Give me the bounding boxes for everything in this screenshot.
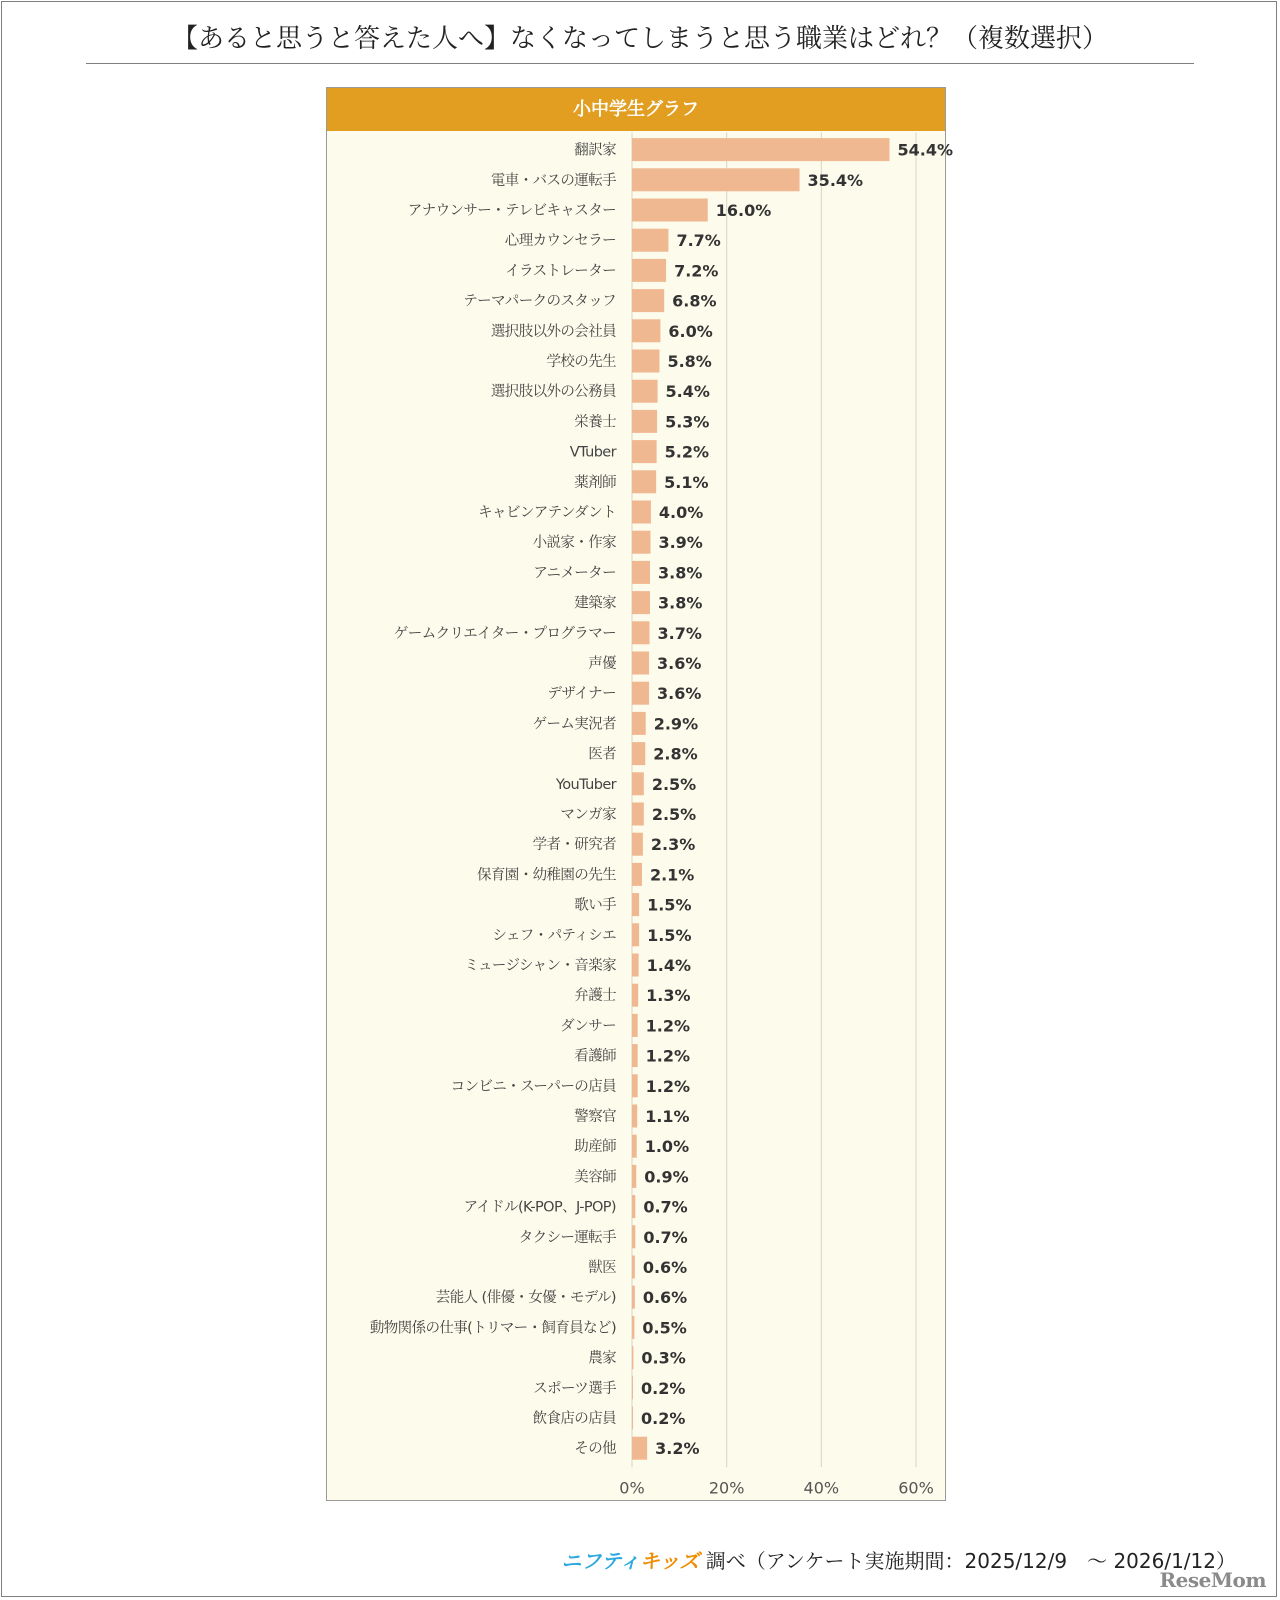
value-label: 0.2% bbox=[641, 1378, 686, 1398]
value-label: 0.6% bbox=[642, 1258, 688, 1277]
value-label: 3.2% bbox=[655, 1439, 700, 1459]
value-label: 2.5% bbox=[651, 805, 697, 824]
x-tick-label: 20% bbox=[708, 1478, 745, 1498]
value-label: 2.3% bbox=[650, 835, 696, 855]
category-label: 農家 bbox=[588, 1350, 616, 1367]
value-label: 2.8% bbox=[653, 744, 698, 764]
bar bbox=[632, 712, 646, 735]
value-label: 1.5% bbox=[647, 895, 692, 915]
category-label: キャビンアテンダント bbox=[478, 505, 616, 521]
value-label: 4.0% bbox=[658, 503, 704, 522]
category-labels bbox=[370, 142, 617, 1458]
watermark-logo: ReseMom bbox=[1159, 1568, 1266, 1592]
value-label: 6.0% bbox=[668, 321, 713, 341]
category-label: 電車・バスの運転手 bbox=[490, 172, 616, 189]
bar bbox=[632, 1014, 638, 1037]
category-label: 歌い手 bbox=[574, 897, 616, 914]
value-label: 5.2% bbox=[664, 442, 709, 462]
category-label: 獣医 bbox=[588, 1260, 616, 1276]
category-label: 選択肢以外の公務員 bbox=[490, 384, 616, 401]
bar bbox=[632, 652, 649, 675]
category-label: 弁護士 bbox=[574, 988, 616, 1005]
category-label: 保育園・幼稚園の先生 bbox=[477, 867, 616, 884]
value-labels bbox=[641, 141, 953, 1459]
bar bbox=[632, 501, 651, 524]
category-label: 看護師 bbox=[574, 1048, 616, 1065]
bar bbox=[632, 1135, 637, 1158]
category-label: ダンサー bbox=[560, 1018, 616, 1035]
category-label: 学者・研究者 bbox=[532, 837, 616, 854]
value-label: 54.4% bbox=[897, 140, 954, 160]
category-label: コンビニ・スーパーの店員 bbox=[450, 1078, 616, 1095]
category-label: VTuber bbox=[569, 444, 616, 461]
category-label: 声優 bbox=[588, 656, 616, 672]
value-label: 3.9% bbox=[658, 533, 703, 553]
x-tick-label: 40% bbox=[803, 1478, 840, 1498]
category-label: 心理カウンセラー bbox=[504, 233, 616, 250]
category-label: スポーツ選手 bbox=[533, 1380, 616, 1397]
bar bbox=[632, 1165, 636, 1188]
bar bbox=[632, 410, 657, 433]
survey-period: 調べ（アンケート実施期間：2025/12/9 ～ 2026/1/12） bbox=[705, 1549, 1236, 1573]
brand-kids: キッズ bbox=[639, 1549, 700, 1573]
bar bbox=[632, 289, 664, 312]
category-label: 医者 bbox=[588, 746, 616, 763]
value-label: 3.6% bbox=[657, 684, 702, 704]
value-label: 2.9% bbox=[653, 714, 699, 734]
value-label: 3.7% bbox=[657, 623, 702, 643]
value-label: 3.8% bbox=[657, 563, 703, 583]
category-label: イラストレーター bbox=[505, 263, 616, 280]
bar bbox=[632, 621, 650, 644]
value-label: 1.2% bbox=[645, 1076, 691, 1096]
bar bbox=[632, 470, 656, 493]
category-label: 薬剤師 bbox=[574, 474, 616, 491]
title-divider bbox=[86, 63, 1194, 64]
source-note bbox=[561, 1545, 1236, 1574]
value-label: 3.6% bbox=[657, 654, 702, 673]
bar bbox=[632, 954, 639, 977]
value-label: 1.0% bbox=[644, 1137, 690, 1157]
category-label: シェフ・パティシエ bbox=[492, 927, 616, 944]
category-label: 選択肢以外の会社員 bbox=[490, 323, 616, 340]
bar bbox=[632, 561, 650, 584]
category-label: YouTuber bbox=[555, 776, 616, 793]
category-label: アニメーター bbox=[533, 565, 616, 582]
x-tick-label: 0% bbox=[619, 1478, 645, 1498]
value-label: 5.4% bbox=[665, 382, 710, 402]
bar bbox=[632, 1256, 635, 1279]
bar bbox=[632, 1437, 647, 1460]
value-label: 1.1% bbox=[645, 1107, 690, 1126]
category-label: 学校の先生 bbox=[546, 354, 616, 370]
value-label: 35.4% bbox=[807, 170, 864, 190]
bar bbox=[632, 138, 889, 161]
category-label: マンガ家 bbox=[560, 807, 616, 823]
bar bbox=[632, 1105, 637, 1128]
x-tick-label: 60% bbox=[898, 1478, 934, 1498]
bar bbox=[632, 199, 708, 222]
value-label: 2.5% bbox=[651, 774, 697, 794]
page-title: 【あると思うと答えた人へ】なくなってしまうと思う職業はどれ？（複数選択） bbox=[171, 24, 1108, 54]
bar bbox=[632, 1407, 633, 1430]
bar bbox=[632, 923, 639, 946]
category-label: その他 bbox=[574, 1441, 616, 1458]
value-label: 2.1% bbox=[649, 865, 695, 885]
category-label: ゲームクリエイター・プログラマー bbox=[393, 625, 616, 642]
value-label: 0.7% bbox=[643, 1197, 688, 1217]
category-label: 建築家 bbox=[574, 595, 616, 612]
bar bbox=[632, 772, 644, 795]
bar bbox=[632, 682, 649, 705]
brand-nifty: ニフティ bbox=[561, 1549, 640, 1573]
value-label: 1.5% bbox=[647, 925, 692, 945]
bar bbox=[632, 742, 645, 765]
bar bbox=[632, 863, 642, 886]
category-label: 美容師 bbox=[574, 1169, 616, 1186]
bar bbox=[632, 440, 657, 463]
x-axis-ticks bbox=[619, 1478, 933, 1497]
value-label: 5.3% bbox=[665, 412, 710, 432]
category-label: 翻訳家 bbox=[574, 142, 616, 159]
category-label: 栄養士 bbox=[574, 414, 616, 431]
category-label: 飲食店の店員 bbox=[532, 1411, 616, 1427]
bar-chart bbox=[326, 87, 954, 1501]
bar bbox=[632, 984, 638, 1007]
category-label: 動物関係の仕事(トリマー・飼育員など) bbox=[369, 1320, 616, 1337]
bar bbox=[632, 803, 644, 826]
bar bbox=[632, 229, 668, 252]
bar bbox=[632, 319, 660, 342]
category-label: ミュージシャン・音楽家 bbox=[464, 958, 616, 974]
bar bbox=[632, 1316, 634, 1339]
value-label: 0.3% bbox=[641, 1348, 686, 1368]
value-label: 1.2% bbox=[645, 1016, 691, 1036]
value-label: 16.0% bbox=[715, 201, 772, 220]
value-label: 5.1% bbox=[664, 472, 709, 492]
bar bbox=[632, 168, 800, 191]
category-label: 助産師 bbox=[574, 1139, 616, 1156]
bar bbox=[632, 1376, 633, 1399]
bar bbox=[632, 833, 643, 856]
category-label: 警察官 bbox=[574, 1109, 616, 1125]
category-label: テーマパークのスタッフ bbox=[463, 293, 616, 310]
bar bbox=[632, 1286, 635, 1309]
category-label: デザイナー bbox=[547, 686, 616, 703]
value-label: 7.2% bbox=[674, 261, 719, 281]
value-label: 7.7% bbox=[676, 231, 721, 251]
chart-title: 小中学生グラフ bbox=[327, 88, 945, 131]
value-label: 0.6% bbox=[642, 1288, 688, 1308]
value-label: 0.5% bbox=[642, 1318, 687, 1338]
bar bbox=[632, 380, 658, 403]
value-label: 1.4% bbox=[646, 956, 692, 975]
bar bbox=[632, 259, 666, 282]
value-label: 0.7% bbox=[643, 1227, 688, 1247]
bar bbox=[632, 591, 650, 614]
bar bbox=[632, 350, 659, 373]
value-label: 3.8% bbox=[657, 593, 703, 613]
category-label: アナウンサー・テレビキャスター bbox=[407, 203, 616, 219]
category-label: 芸能人 (俳優・女優・モデル) bbox=[435, 1290, 616, 1307]
category-label: 小説家・作家 bbox=[532, 535, 616, 552]
value-label: 0.9% bbox=[644, 1167, 689, 1187]
bar bbox=[632, 1346, 633, 1369]
category-label: ゲーム実況者 bbox=[532, 716, 616, 733]
bar bbox=[632, 1195, 635, 1218]
value-label: 1.2% bbox=[645, 1046, 691, 1066]
value-label: 1.3% bbox=[646, 986, 691, 1006]
bar bbox=[632, 1074, 638, 1097]
bar bbox=[632, 1225, 635, 1248]
category-label: タクシー運転手 bbox=[518, 1229, 616, 1246]
bar bbox=[632, 893, 639, 916]
bar bbox=[632, 531, 650, 554]
value-label: 5.8% bbox=[667, 352, 712, 371]
value-label: 6.8% bbox=[672, 291, 717, 311]
bar bbox=[632, 1044, 638, 1067]
value-label: 0.2% bbox=[641, 1409, 686, 1428]
category-label: アイドル(K-POP、J-POP) bbox=[463, 1199, 616, 1216]
